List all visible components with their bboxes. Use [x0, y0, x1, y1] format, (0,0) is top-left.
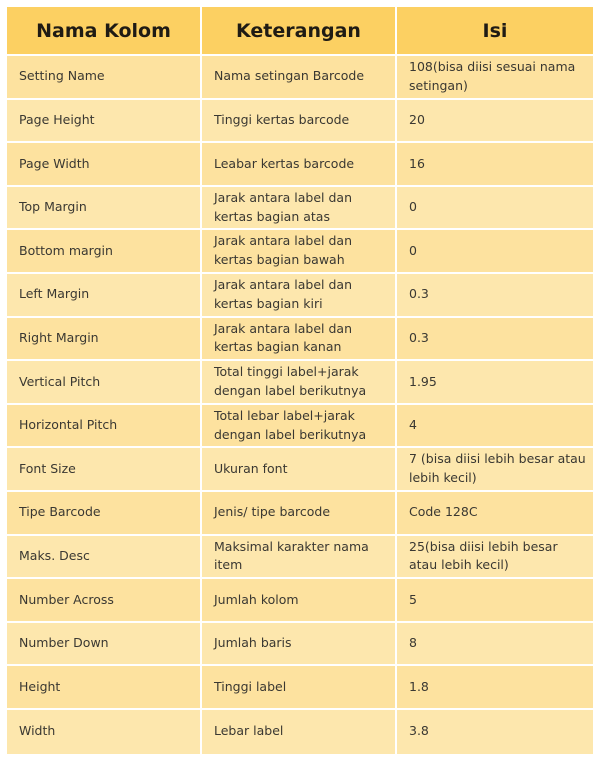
- cell-keterangan: Total lebar label+jarak dengan label berikutnya: [202, 405, 397, 449]
- cell-nama-kolom: Right Margin: [7, 318, 202, 362]
- table-row: [7, 56, 593, 100]
- cell-keterangan: Tinggi label: [202, 666, 397, 710]
- table-row: [7, 361, 593, 405]
- cell-isi: 16: [397, 143, 593, 187]
- cell-isi: 25(bisa diisi lebih besar atau lebih kecil): [397, 536, 593, 580]
- cell-keterangan: Jarak antara label dan kertas bagian atas: [202, 187, 397, 231]
- cell-isi: 0.3: [397, 274, 593, 318]
- cell-isi: 0: [397, 187, 593, 231]
- barcode-settings-table-container: [7, 7, 593, 754]
- cell-isi: 0: [397, 230, 593, 274]
- cell-nama-kolom: Page Height: [7, 100, 202, 144]
- cell-nama-kolom: Height: [7, 666, 202, 710]
- cell-isi: 1.95: [397, 361, 593, 405]
- table-row: [7, 230, 593, 274]
- table-row: [7, 405, 593, 449]
- table-row: [7, 318, 593, 362]
- cell-keterangan: Total tinggi label+jarak dengan label berikutnya: [202, 361, 397, 405]
- table-header-row: [7, 7, 593, 56]
- table-row: [7, 666, 593, 710]
- cell-keterangan: Leabar kertas barcode: [202, 143, 397, 187]
- cell-nama-kolom: Font Size: [7, 448, 202, 492]
- header-isi: Isi: [397, 7, 593, 56]
- cell-nama-kolom: Top Margin: [7, 187, 202, 231]
- cell-nama-kolom: Width: [7, 710, 202, 754]
- table-row: [7, 710, 593, 754]
- cell-isi: 0.3: [397, 318, 593, 362]
- cell-keterangan: Tinggi kertas barcode: [202, 100, 397, 144]
- cell-isi: 7 (bisa diisi lebih besar atau lebih kecil): [397, 448, 593, 492]
- table-row: [7, 579, 593, 623]
- cell-isi: Code 128C: [397, 492, 593, 536]
- cell-keterangan: Maksimal karakter nama item: [202, 536, 397, 580]
- cell-nama-kolom: Vertical Pitch: [7, 361, 202, 405]
- header-keterangan: Keterangan: [202, 7, 397, 56]
- table-row: [7, 100, 593, 144]
- cell-keterangan: Jumlah baris: [202, 623, 397, 667]
- cell-isi: 3.8: [397, 710, 593, 754]
- cell-keterangan: Jarak antara label dan kertas bagian bawah: [202, 230, 397, 274]
- table-row: [7, 143, 593, 187]
- cell-nama-kolom: Number Down: [7, 623, 202, 667]
- cell-nama-kolom: Page Width: [7, 143, 202, 187]
- cell-keterangan: Ukuran font: [202, 448, 397, 492]
- cell-nama-kolom: Maks. Desc: [7, 536, 202, 580]
- cell-isi: 8: [397, 623, 593, 667]
- cell-nama-kolom: Number Across: [7, 579, 202, 623]
- cell-keterangan: Jarak antara label dan kertas bagian kiri: [202, 274, 397, 318]
- table-row: [7, 492, 593, 536]
- table-row: [7, 448, 593, 492]
- barcode-settings-table: [7, 7, 593, 754]
- cell-keterangan: Jenis/ tipe barcode: [202, 492, 397, 536]
- table-row: [7, 623, 593, 667]
- cell-keterangan: Lebar label: [202, 710, 397, 754]
- cell-isi: 108(bisa diisi sesuai nama setingan): [397, 56, 593, 100]
- cell-keterangan: Nama setingan Barcode: [202, 56, 397, 100]
- table-row: [7, 187, 593, 231]
- cell-isi: 1.8: [397, 666, 593, 710]
- cell-keterangan: Jumlah kolom: [202, 579, 397, 623]
- cell-nama-kolom: Bottom margin: [7, 230, 202, 274]
- cell-isi: 5: [397, 579, 593, 623]
- cell-keterangan: Jarak antara label dan kertas bagian kanan: [202, 318, 397, 362]
- cell-nama-kolom: Horizontal Pitch: [7, 405, 202, 449]
- cell-nama-kolom: Left Margin: [7, 274, 202, 318]
- cell-nama-kolom: Setting Name: [7, 56, 202, 100]
- cell-nama-kolom: Tipe Barcode: [7, 492, 202, 536]
- cell-isi: 20: [397, 100, 593, 144]
- table-row: [7, 274, 593, 318]
- cell-isi: 4: [397, 405, 593, 449]
- table-row: [7, 536, 593, 580]
- header-nama-kolom: Nama Kolom: [7, 7, 202, 56]
